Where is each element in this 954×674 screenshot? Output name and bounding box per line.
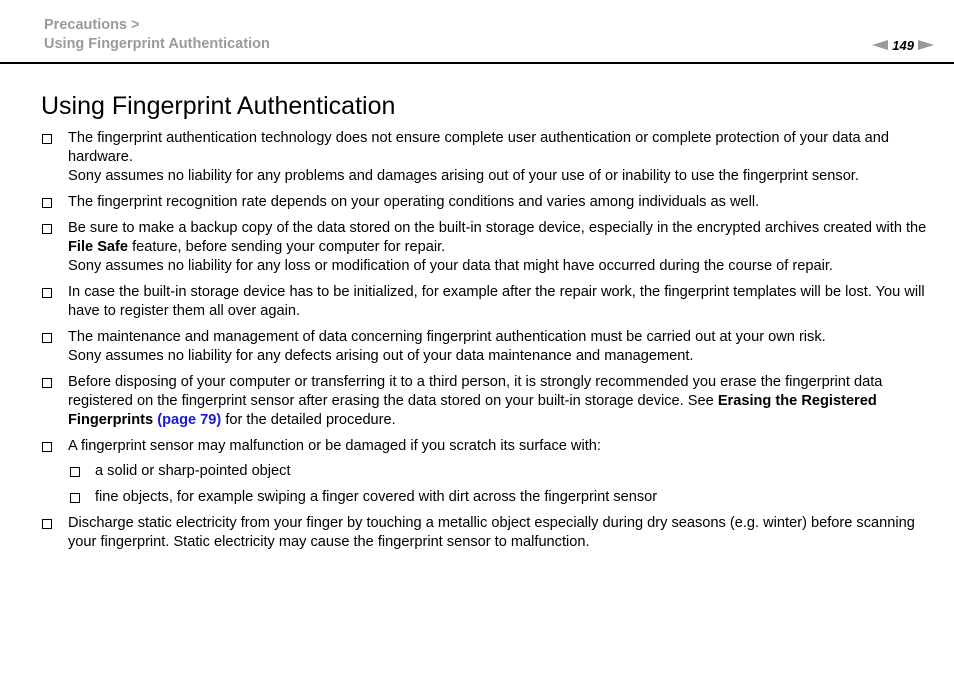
next-page-arrow-icon[interactable] bbox=[918, 40, 934, 50]
item-text-pre: Before disposing of your computer or transferring it to a third person, it is strongly recommended you erase the fingerprint data registered on the fingerprint sensor after erasing the data stored on your built-in storage device. See bbox=[68, 374, 883, 409]
list-item bbox=[40, 219, 930, 276]
item-text bbox=[68, 373, 930, 430]
list-item bbox=[40, 193, 930, 212]
precautions-list bbox=[40, 129, 930, 559]
checkbox-bullet-icon bbox=[42, 442, 52, 452]
checkbox-bullet-icon bbox=[42, 288, 52, 298]
checkbox-bullet-icon bbox=[42, 134, 52, 144]
checkbox-bullet-icon bbox=[70, 493, 80, 503]
list-item bbox=[40, 283, 930, 321]
header-divider bbox=[0, 62, 954, 64]
breadcrumb-current: Using Fingerprint Authentication bbox=[44, 36, 270, 52]
breadcrumb-parent[interactable]: Precautions > bbox=[44, 17, 140, 33]
list-item bbox=[40, 514, 930, 552]
sub-item-text: a solid or sharp-pointed object bbox=[95, 463, 291, 479]
item-text: The maintenance and management of data concerning fingerprint authentication must be carried out at your own risk. bbox=[68, 329, 826, 345]
sub-list-item bbox=[68, 462, 930, 481]
item-text-pre: Be sure to make a backup copy of the data stored on the built-in storage device, especially in the encrypted archives created with the bbox=[68, 220, 927, 236]
item-text-note: Sony assumes no liability for any problems and damages arising out of your use of or inability to use the fingerprint sensor. bbox=[68, 168, 859, 184]
page-79-link[interactable]: (page 79) bbox=[157, 412, 222, 428]
sub-item-text: fine objects, for example swiping a finger covered with dirt across the fingerprint sensor bbox=[95, 489, 658, 505]
previous-page-arrow-icon[interactable] bbox=[872, 40, 888, 50]
item-text-post: feature, before sending your computer for repair. bbox=[128, 239, 446, 255]
item-text bbox=[68, 219, 930, 257]
item-text: A fingerprint sensor may malfunction or be damaged if you scratch its surface with: bbox=[68, 438, 601, 454]
checkbox-bullet-icon bbox=[42, 519, 52, 529]
item-text-note: Sony assumes no liability for any defects arising out of your data maintenance and management. bbox=[68, 348, 694, 364]
erasing-fingerprints-term: Erasing the Registered Fingerprints bbox=[68, 393, 877, 428]
file-safe-term: File Safe bbox=[68, 239, 129, 255]
checkbox-bullet-icon bbox=[42, 333, 52, 343]
sub-list-item bbox=[68, 488, 930, 507]
list-item bbox=[40, 129, 930, 186]
item-text: Discharge static electricity from your finger by touching a metallic object especially during dry seasons (e.g. winter) before scanning your fingerprint. Static electricity may cause the fingerprint sensor to malfunction. bbox=[68, 515, 915, 550]
page-title: Using Fingerprint Authentication bbox=[41, 92, 396, 120]
checkbox-bullet-icon bbox=[70, 467, 80, 477]
item-text: The fingerprint recognition rate depends on your operating conditions and varies among individuals as well. bbox=[68, 194, 760, 210]
item-text: The fingerprint authentication technology does not ensure complete user authentication or complete protection of your data and hardware. bbox=[68, 130, 890, 165]
checkbox-bullet-icon bbox=[42, 378, 52, 388]
item-text-note: Sony assumes no liability for any loss or modification of your data that might have occurred during the course of repair. bbox=[68, 258, 833, 274]
list-item bbox=[40, 328, 930, 366]
item-text-post: for the detailed procedure. bbox=[221, 412, 396, 428]
list-item bbox=[40, 437, 930, 507]
page-navigation bbox=[872, 36, 934, 54]
checkbox-bullet-icon bbox=[42, 224, 52, 234]
checkbox-bullet-icon bbox=[42, 198, 52, 208]
item-text: In case the built-in storage device has to be initialized, for example after the repair work, the fingerprint templates will be lost. You will have to register them all over again. bbox=[68, 284, 925, 319]
list-item bbox=[40, 373, 930, 430]
breadcrumb bbox=[44, 16, 270, 54]
page-number: 149 bbox=[892, 37, 914, 53]
